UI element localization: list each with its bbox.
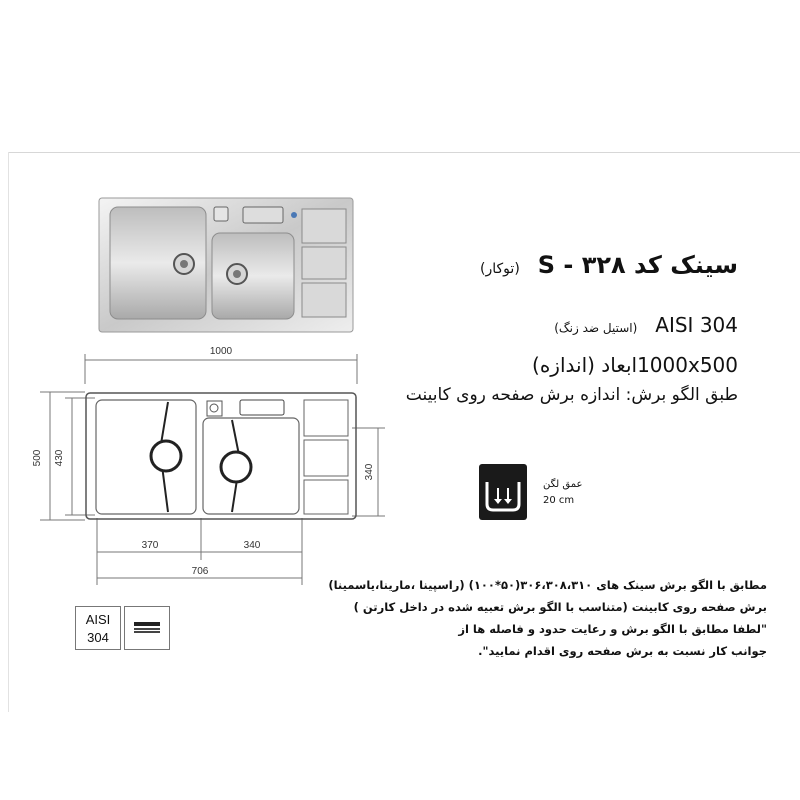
dim-width-total: 1000 — [209, 346, 233, 357]
depth-value: 20 cm — [543, 495, 575, 506]
dim-cut-width: 706 — [191, 566, 209, 577]
material-code: AISI 304 — [655, 313, 738, 337]
dim-bowl-left: 370 — [141, 540, 159, 551]
dim-bowl-right: 340 — [243, 540, 261, 551]
cut-instruction: طبق الگو برش: اندازه برش صفحه روی کابینت — [405, 385, 738, 405]
cutting-notes — [207, 574, 767, 662]
dimensions-value: 1000x500 — [637, 353, 738, 377]
note-line: برش صفحه روی کابینت (متناسب با الگو برش تعبیه شده در داخل کارتن ) — [353, 600, 767, 614]
dim-height-total: 500 — [32, 449, 43, 467]
technical-drawing — [0, 340, 800, 590]
note-line: جوانب کار نسبت به برش صفحه روی اقدام نمایید". — [478, 644, 767, 658]
material-line — [554, 313, 738, 337]
note-line: "لطفا مطابق با الگو برش و رعایت حدود و فاصله ها از — [458, 622, 767, 636]
note-line: مطابق با الگو برش سینک های ۳۰۶،۳۰۸،۳۱۰(۵۰*۱۰۰) (راسپینا ،مارینا،یاسمینا) — [328, 578, 767, 592]
depth-label: عمق لگن — [543, 479, 583, 490]
aisi-badge: AISI 304 — [75, 606, 121, 650]
install-type: (توکار) — [480, 261, 520, 277]
material-name: (استیل ضد زنگ) — [554, 321, 638, 335]
sink-photo — [98, 197, 354, 333]
dim-height-drain: 340 — [364, 463, 375, 481]
dim-height-inner: 430 — [54, 449, 65, 467]
product-title: سینک کد S - ۳۲۸(توکار) — [480, 251, 738, 279]
sheet-top-border — [8, 152, 800, 153]
steel-thickness-icon — [124, 606, 170, 650]
dimensions-label: ابعاد (اندازه) — [532, 353, 638, 377]
